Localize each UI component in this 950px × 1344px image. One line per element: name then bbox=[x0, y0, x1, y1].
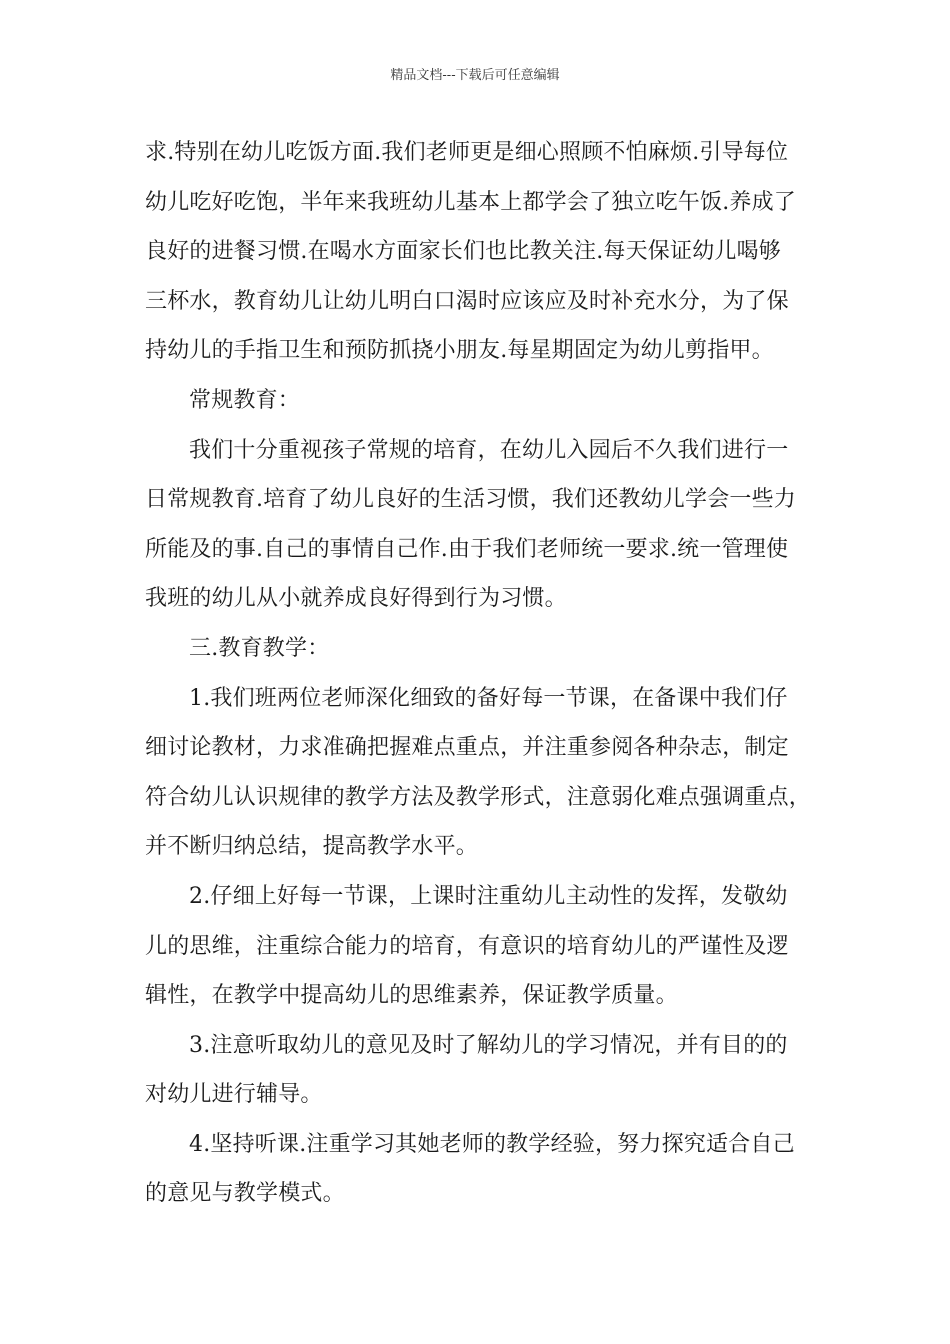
paragraph bbox=[145, 426, 825, 624]
paragraph-line: 求.特别在幼儿吃饭方面.我们老师更是细心照顾不怕麻烦.引导每位 bbox=[145, 140, 789, 165]
paragraph bbox=[145, 376, 825, 426]
paragraph-line: 符合幼儿认识规律的教学方法及教学形式，注意弱化难点强调重点， bbox=[145, 784, 812, 810]
paragraph-line: 对幼儿进行辅导。 bbox=[145, 1082, 323, 1108]
paragraph-line: 的意见与教学模式。 bbox=[145, 1181, 345, 1207]
paragraph-line: 我们十分重视孩子常规的培育，在幼儿入园后不久我们进行一 bbox=[189, 437, 789, 463]
paragraph bbox=[145, 872, 825, 1021]
paragraph-line: 三.教育教学： bbox=[189, 635, 330, 661]
paragraph-line: 1.我们班两位老师深化细致的备好每一节课，在备课中我们仔 bbox=[189, 685, 788, 711]
paragraph-line: 4.坚持听课.注重学习其她老师的教学经验，努力探究适合自己 bbox=[189, 1131, 795, 1157]
paragraph-line: 辑性，在教学中提高幼儿的思维素养，保证教学质量。 bbox=[145, 983, 678, 1009]
paragraph bbox=[145, 674, 825, 872]
paragraph bbox=[145, 1120, 825, 1219]
paragraph-line: 三杯水，教育幼儿让幼儿明白口渴时应该应及时补充水分，为了保 bbox=[145, 288, 789, 314]
paragraph bbox=[145, 128, 825, 376]
paragraph-line: 持幼儿的手指卫生和预防抓挠小朋友.每星期固定为幼儿剪指甲。 bbox=[145, 338, 774, 364]
paragraph-line: 儿的思维，注重综合能力的培育，有意识的培育幼儿的严谨性及逻 bbox=[145, 933, 789, 959]
document-body bbox=[145, 128, 825, 1219]
paragraph-line: 并不断归纳总结，提高教学水平。 bbox=[145, 834, 479, 860]
paragraph-line: 良好的进餐习惯.在喝水方面家长们也比教关注.每天保证幼儿喝够 bbox=[145, 239, 781, 265]
page-header: 精品文档---下载后可任意编辑 bbox=[390, 68, 560, 83]
paragraph bbox=[145, 1021, 825, 1120]
paragraph-line: 常规教育： bbox=[189, 387, 301, 413]
paragraph-line: 2.仔细上好每一节课，上课时注重幼儿主动性的发挥，发敬幼 bbox=[189, 883, 788, 909]
paragraph-line: 所能及的事.自己的事情自己作.由于我们老师统一要求.统一管理使 bbox=[145, 536, 789, 562]
paragraph-line: 3.注意听取幼儿的意见及时了解幼儿的学习情况，并有目的的 bbox=[189, 1032, 788, 1058]
paragraph-line: 细讨论教材，力求准确把握难点重点，并注重参阅各种杂志，制定 bbox=[145, 735, 789, 761]
paragraph bbox=[145, 624, 825, 674]
paragraph-line: 幼儿吃好吃饱，半年来我班幼儿基本上都学会了独立吃午饭.养成了 bbox=[145, 189, 796, 215]
paragraph-line: 我班的幼儿从小就养成良好得到行为习惯。 bbox=[145, 586, 567, 612]
paragraph-line: 日常规教育.培育了幼儿良好的生活习惯，我们还教幼儿学会一些力 bbox=[145, 487, 796, 513]
